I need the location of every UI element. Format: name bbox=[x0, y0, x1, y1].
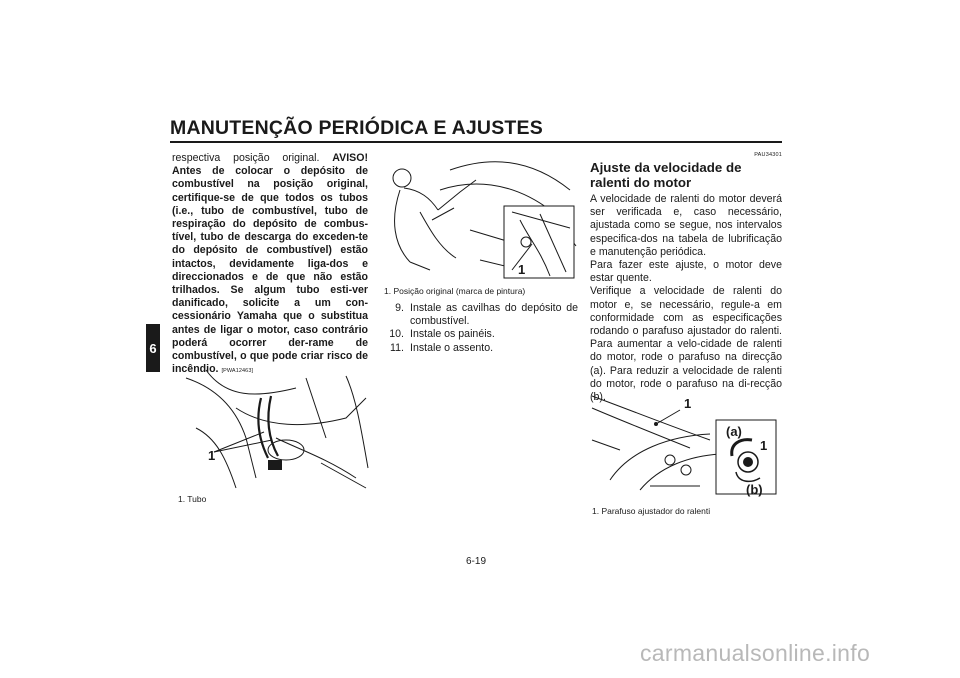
step-text: Instale o assento. bbox=[410, 341, 494, 354]
warning-paragraph bbox=[172, 152, 368, 378]
step-number: 10. bbox=[389, 328, 404, 341]
warning-lead-text: respectiva posição original. bbox=[172, 152, 333, 164]
tank-position-caption: 1. Posição original (marca de pintura) bbox=[384, 286, 526, 296]
warning-code: [PWA12463] bbox=[221, 368, 254, 375]
chapter-tab: 6 bbox=[146, 324, 160, 372]
section-paragraph: Verifique a velocidade de ralenti do motor e, se necessário, regule-a em conformidade com as especificações rodando o parafuso ajustador do ralenti. Para aumentar a velo-cidade de ralenti do motor, rode o parafuso na direcção (a). Para reduzir a velocidade de ralenti do motor, rode o parafuso na di-recção (b). bbox=[590, 285, 782, 404]
idle-screw-illustration bbox=[590, 390, 782, 500]
tank-position-illustration bbox=[380, 150, 580, 282]
step-number: 9. bbox=[395, 302, 404, 314]
section-title: Ajuste da velocidade de ralenti do motor bbox=[590, 160, 742, 190]
fuel-tube-illustration bbox=[176, 368, 372, 492]
idle-screw-callout: 1 bbox=[684, 396, 692, 411]
header-rule bbox=[170, 141, 782, 143]
idle-speed-section bbox=[590, 152, 782, 404]
list-item bbox=[382, 342, 578, 355]
page-number: 6-19 bbox=[466, 556, 487, 567]
list-item bbox=[382, 302, 578, 328]
watermark: carmanualsonline.info bbox=[640, 640, 871, 666]
section-paragraph: Para fazer este ajuste, o motor deve estar quente. bbox=[590, 259, 782, 285]
fuel-tube-callout: 1 bbox=[208, 448, 216, 463]
direction-a-label: (a) bbox=[726, 424, 742, 439]
direction-b-label: (b) bbox=[746, 482, 763, 497]
section-paragraph: A velocidade de ralenti do motor deverá ser verificada e, caso necessário, ajustada como se segue, nos intervalos especifica-dos na tabela de lubrificação e manutenção periódica. bbox=[590, 193, 782, 258]
idle-screw-caption: 1. Parafuso ajustador do ralenti bbox=[592, 506, 711, 516]
page-header-title: MANUTENÇÃO PERIÓDICA E AJUSTES bbox=[170, 117, 543, 139]
idle-screw-callout-inset: 1 bbox=[760, 438, 768, 453]
fuel-tube-caption: 1. Tubo bbox=[178, 494, 207, 504]
section-code: PAU34301 bbox=[754, 152, 782, 158]
warning-bold-text: AVISO! Antes de colocar o depósito de combustível na posição original, certifique-se de que todos os tubos (i.e., tubo de combustível, tubo de respiração do depósito de combus-tível, tubo de descarga do exceden-te do depósito de combustível) estão intactos, devidamente liga-dos e direccionados e de que não estão trilhados. Se algum tubo esti-ver danificado, solicite a um con-cessionário Yamaha que o substitua antes de ligar o motor, caso contrário poderá ocorrer der-rame de combustível, o que pode criar risco de incêndio. bbox=[172, 152, 368, 376]
step-number: 11. bbox=[390, 341, 404, 354]
tank-position-callout: 1 bbox=[518, 262, 526, 277]
list-item bbox=[382, 328, 578, 341]
step-text: Instale os painéis. bbox=[410, 328, 495, 341]
reassembly-steps bbox=[382, 302, 578, 355]
step-text: Instale as cavilhas do depósito de combustível. bbox=[410, 302, 578, 328]
